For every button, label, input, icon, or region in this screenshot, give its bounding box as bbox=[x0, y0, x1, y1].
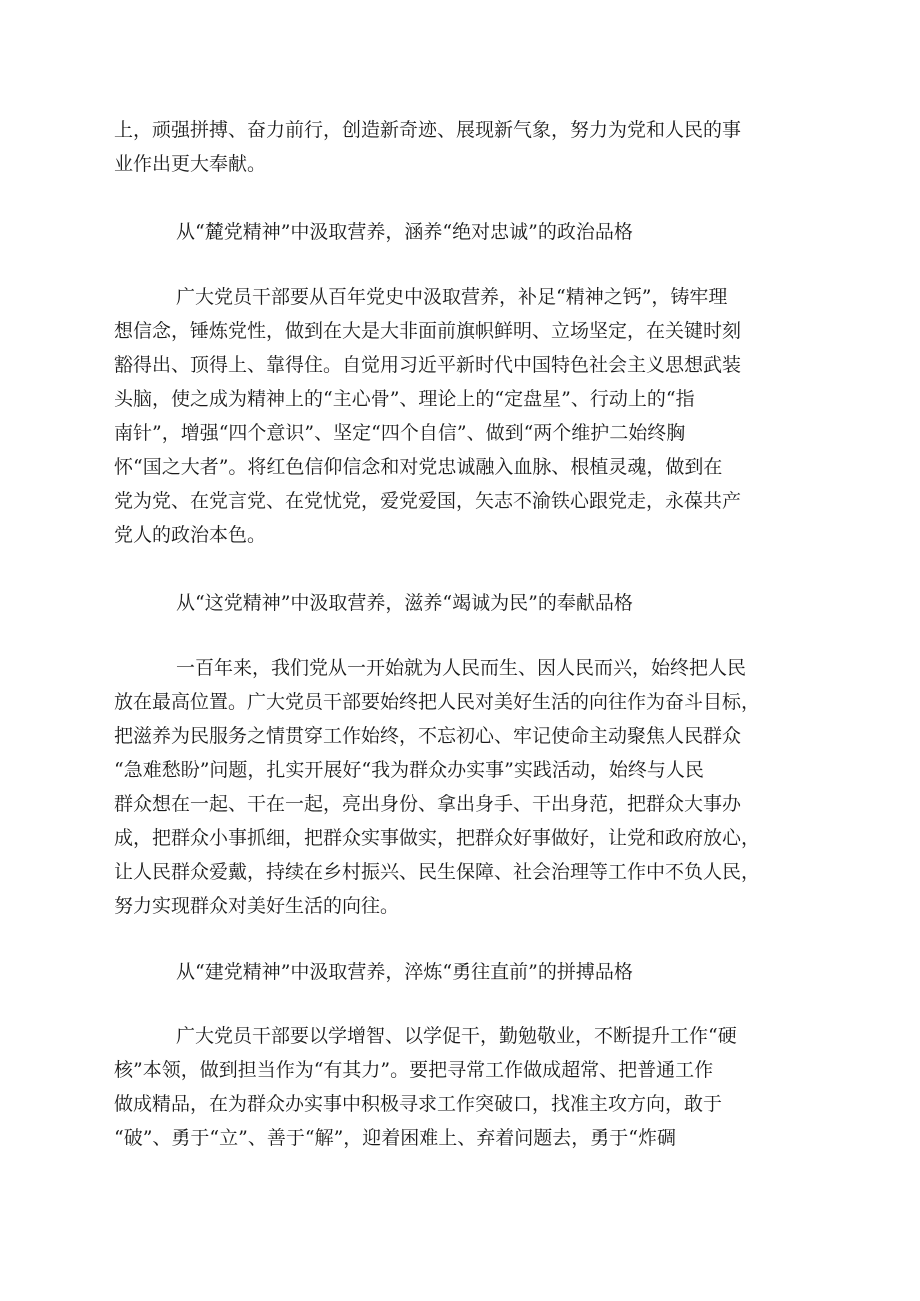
text-line: 想信念，锤炼党性，做到在大是大非面前旗帜鲜明、立场坚定，在关键时刻 bbox=[114, 320, 742, 342]
text-line: 业作出更大奉献。 bbox=[114, 153, 267, 175]
text-line: 放在最高位置。广大党员干部要始终把人民对美好生活的向往作为奋斗目标， bbox=[114, 691, 761, 713]
text-line: 让人民群众爱戴，持续在乡村振兴、民生保障、社会治理等工作中不负人民， bbox=[114, 861, 761, 883]
text-line: 党人的政治本色。 bbox=[114, 524, 267, 546]
text-line: 广大党员干部要以学增智、以学促干，勤勉敬业，不断提升工作“硬 bbox=[176, 1025, 737, 1047]
text-line: 核”本领，做到担当作为“有其力”。要把寻常工作做成超常、把普通工作 bbox=[114, 1059, 714, 1081]
text-line: 一百年来，我们党从一开始就为人民而生、因人民而兴，始终把人民 bbox=[176, 657, 747, 679]
text-line: “破”、勇于“立”、善于“解”，迎着困难上、弃着问题去，勇于“炸碉 bbox=[114, 1127, 676, 1149]
text-line: 上，顽强拼搏、奋力前行，创造新奇迹、展现新气象，努力为党和人民的事 bbox=[114, 119, 742, 141]
text-line: 豁得出、顶得上、靠得住。自觉用习近平新时代中国特色社会主义思想武装 bbox=[114, 354, 742, 376]
text-line: 成，把群众小事抓细，把群众实事做实，把群众好事做好，让党和政府放心， bbox=[114, 827, 761, 849]
text-line: 广大党员干部要从百年党史中汲取营养，补足“精神之钙”，铸牢理 bbox=[176, 286, 728, 308]
text-line: 把滋养为民服务之情贯穿工作始终，不忘初心、牢记使命主动聚焦人民群众 bbox=[114, 725, 742, 747]
heading-text: 从“建党精神”中汲取营养，淬炼“勇往直前”的拼搏品格 bbox=[176, 961, 633, 983]
text-line: 怀“国之大者”。将红色信仰信念和对党忠诚融入血脉、根植灵魂，做到在 bbox=[114, 456, 723, 478]
text-line: 群众想在一起、干在一起，亮出身份、拿出身手、干出身范，把群众大事办 bbox=[114, 793, 742, 815]
text-line: 党为党、在党言党、在党忧党，爱党爱国，矢志不渝铁心跟党走，永葆共产 bbox=[114, 490, 742, 512]
text-line: 做成精品，在为群众办实事中积极寻求工作突破口，找准主攻方向，敢于 bbox=[114, 1093, 723, 1115]
text-line: “急难愁盼”问题，扎实开展好“我为群众办实事”实践活动，始终与人民 bbox=[114, 759, 704, 781]
heading-text: 从“这党精神”中汲取营养，滋养“竭诚为民”的奉献品格 bbox=[176, 592, 633, 614]
text-line: 努力实现群众对美好生活的向往。 bbox=[114, 895, 400, 917]
text-line: 头脑，使之成为精神上的“主心骨”、理论上的“定盘星”、行动上的“指 bbox=[114, 388, 695, 410]
heading-text: 从“麓党精神”中汲取营养，涵养“绝对忠诚”的政治品格 bbox=[176, 221, 633, 243]
text-line: 南针”，增强“四个意识”、坚定“四个自信”、做到“两个维护二始终胸 bbox=[114, 422, 686, 444]
